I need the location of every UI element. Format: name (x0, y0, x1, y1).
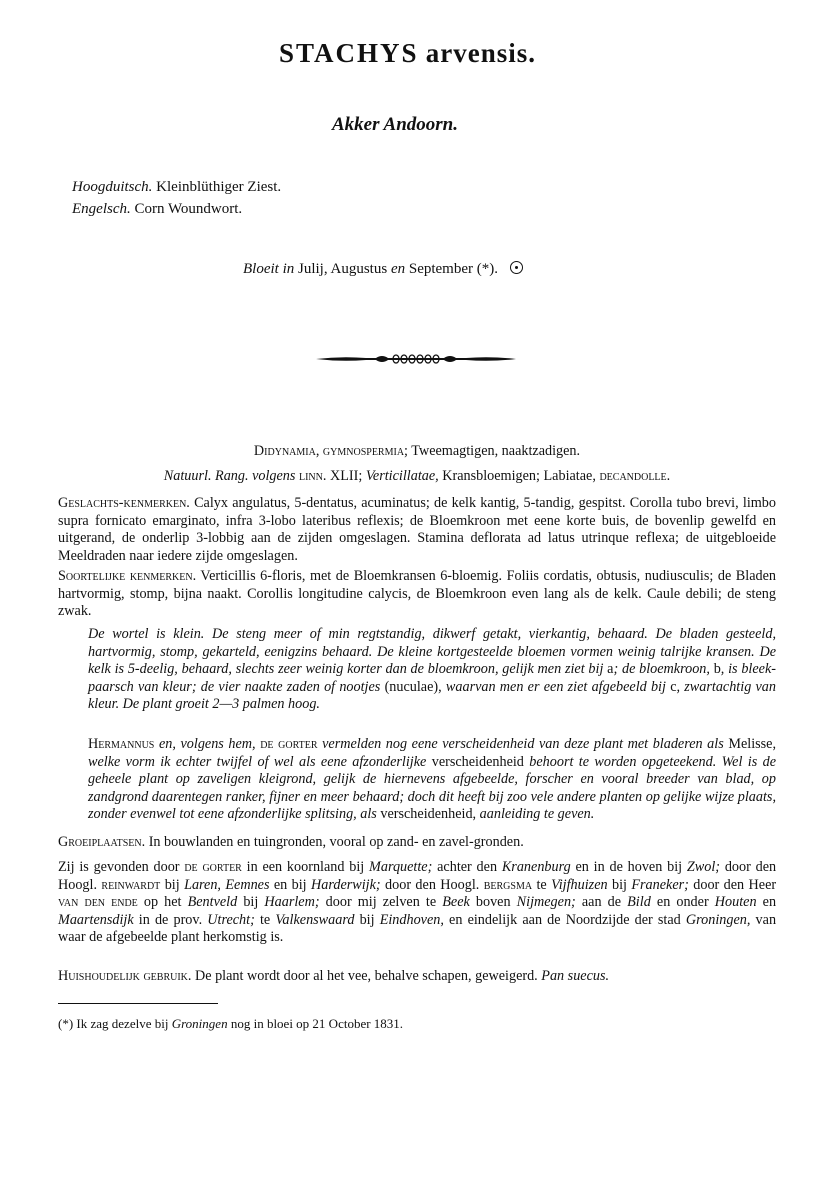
figure-ref-c: c (670, 678, 677, 695)
term: verscheidenheid (431, 753, 524, 770)
loc-text: door mij zelven te (325, 894, 437, 911)
loc-text: op het (143, 894, 182, 911)
rank-number: XLII; (329, 468, 363, 484)
place-name: Groningen, (685, 911, 751, 928)
description-paragraph (58, 626, 776, 714)
place-name: Bild (627, 894, 651, 911)
bloei-label: Bloeit in (243, 261, 295, 277)
place-name: Houten (714, 894, 757, 911)
latin-reference: Pan suecus. (541, 968, 610, 984)
author-name: de gorter (184, 859, 242, 875)
section-text: Calyx angulatus, 5-dentatus, acuminatus; de kelk kantig, 5-tandig, gespitst. Corolla tubo brevi, limbo supra fornicato emarginato, infra 3-lobo lateribus reflexis; de Bloemkroon met eene korte buis, de bovenlip gewelfd en uitgerand, de onderlip 3-lobbig aan de zijden omgeslagen. Stamina deflorata ad latus utrinque reflexa; de uitgebloeide Meeldraden naar iedere zijde omgeslagen. (58, 495, 776, 564)
para-text: aanleiding te geven. (479, 806, 595, 823)
ornamental-divider-icon (316, 350, 516, 368)
place-name: Maartensdijk (58, 911, 134, 928)
linnaean-class: Didynamia, gymnospermia (253, 443, 405, 459)
author-name: de gorter (260, 736, 318, 752)
loc-text: te (259, 911, 271, 928)
desc-text: waarvan men er een ziet afgebeeld bij (445, 678, 666, 695)
place-name: Groningen (171, 1016, 228, 1031)
months-a: Julij, Augustus (298, 261, 388, 277)
months-b: September (*). (408, 261, 498, 277)
place-name: Nijmegen; (516, 894, 576, 911)
loc-text: in een koornland bij (246, 859, 365, 875)
vernacular-name-english (72, 198, 242, 220)
term: verscheidenheid, (380, 806, 477, 823)
loc-text: en eindelijk aan de Noordzijde der stad (449, 911, 681, 928)
place-name: Marquette; (369, 859, 433, 875)
latin-term: (nuculae), (384, 678, 442, 695)
vernacular-name: Corn Woundwort. (134, 201, 243, 217)
loc-text: bij (611, 876, 627, 893)
section-text: Verticillis 6-floris, met de Bloemkransen 6-bloemig. Foliis cordatis, obtusis, nudiusculis; de Bladen hartvormig, stomp, bijna naakt. Corollis longitudine calycis, de Bloemkroon even lang als de kelk. Caule debili; de steng zwak. (58, 568, 776, 620)
place-name: Laren, Eemnes (184, 876, 270, 893)
place-name: Franeker; (631, 876, 689, 893)
para-text: welke vorm ik echter twijfel of wel als eene afzonderlijke (88, 753, 427, 770)
household-use (58, 968, 776, 986)
para-text: behoort te worden opgeteekend. Wel is de geheele plant op zaveligen kleigrond, gelijk de hiernevens afgebeelde, forscher en vooral breeder van blad, op zandgrond daarentegen ranker, fijner en meer behaard; doch dit heeft bij zoo vele andere planten op gelijke wijze plaats, zonder evenwel tot eene afzonderlijke splitsing, als (88, 753, 776, 823)
figure-ref-a: a (607, 661, 614, 678)
dutch-name: Akker Andoorn. (332, 114, 458, 135)
para-text: vermelden nog eene verscheidenheid van deze plant met bladeren als (322, 736, 724, 752)
classification-line (58, 443, 776, 461)
desc-text: , zwartachtig van kleur. De plant groeit 2—3 palmen hoog. (88, 678, 776, 713)
loc-text: en bij (273, 876, 307, 893)
plant-name: Melisse, (728, 736, 777, 752)
loc-text: in de prov. (138, 911, 203, 928)
loc-text: bij (164, 876, 180, 893)
annual-symbol-icon (510, 261, 523, 274)
section-text: De plant wordt door al het vee, behalve schapen, geweigerd. (195, 968, 538, 984)
localities-paragraph (58, 859, 776, 947)
loc-text: boven (475, 894, 511, 911)
genus-name: STACHYS (278, 38, 419, 68)
loc-text: Zij is gevonden door (58, 859, 180, 875)
place-name: Kranenburg (501, 859, 571, 875)
loc-text: door den Heer (693, 876, 777, 893)
vernacular-name: Kleinblüthiger Ziest. (156, 179, 282, 195)
place-name: Zwol; (686, 859, 721, 875)
flowering-period (243, 260, 523, 278)
place-name: Vijfhuizen (551, 876, 608, 893)
section-label: Huishoudelijk gebruik. (58, 968, 192, 984)
loc-text: achter den (437, 859, 498, 875)
desc-text: ; de bloemkroon, (613, 661, 710, 678)
vernacular-name-german (72, 176, 281, 198)
section-label: Groeiplaatsen. (58, 834, 146, 850)
loc-text: door den Hoogl. (58, 859, 777, 893)
loc-text: door den Hoogl. (385, 876, 480, 893)
loc-text: en onder (656, 894, 709, 911)
author-name: van den ende (58, 894, 138, 911)
rank-label: Natuurl. Rang. volgens (163, 468, 296, 484)
loc-text: en in de hoven bij (575, 859, 683, 875)
species-characters (58, 568, 776, 621)
place-name: Harderwijk; (311, 876, 381, 893)
desc-text: De wortel is klein. De steng meer of min regtstandig, dikwerf getakt, vierkantig, behaard. De bladen gesteeld, hartvormig, stomp, gekarteld, eenigzins behaard. De kleine kortgesteelde bloemen vormen weinig talrijke kransen. De kelk is 5-deelig, behaard, slechts zeer weinig korter dan de bloemkroon, gelijk men ziet bij (88, 626, 776, 678)
author-decandolle: decandolle. (599, 468, 671, 484)
section-label: Soortelijke kenmerken. (58, 568, 197, 584)
habitat (58, 834, 776, 852)
loc-text: bij (359, 911, 375, 928)
language-label: Hoogduitsch. (72, 179, 153, 195)
species-name: arvensis. (425, 38, 537, 68)
loc-text: en (762, 894, 777, 911)
section-text: In bouwlanden en tuingronden, vooral op zand- en zavel-gronden. (148, 834, 524, 850)
page-title (0, 38, 815, 69)
para-text: en, volgens hem, (158, 736, 256, 752)
desc-text: , is bleek-paarsch van kleur; de vier naakte zaden of nootjes (88, 661, 776, 695)
section-label: Geslachts-kenmerken. (58, 495, 190, 511)
loc-text: te (536, 876, 547, 893)
author-name: Hermannus (88, 736, 155, 752)
hermannus-paragraph (58, 736, 776, 824)
footnote-text: Ik zag dezelve bij (76, 1016, 169, 1031)
footnote-text: nog in bloei op 21 October 1831. (230, 1016, 404, 1031)
place-name: Eindhoven, (379, 911, 444, 928)
family-latin: Verticillatae, (365, 468, 439, 484)
linnaean-class-dutch: ; Tweemagtigen, naaktzadigen. (404, 443, 581, 459)
place-name: Valkenswaard (275, 911, 355, 928)
place-name: Utrecht; (207, 911, 255, 928)
place-name: Haarlem; (264, 894, 320, 911)
footnote (58, 1016, 403, 1032)
figure-ref-b: b (713, 661, 721, 678)
author-name: reinwardt (101, 876, 161, 893)
conjunction: en (390, 261, 406, 277)
loc-text: bij (243, 894, 259, 911)
loc-text: aan de (581, 894, 622, 911)
author-name: bergsma (483, 876, 533, 893)
loc-text: van waar de afgebeelde plant herkomstig is. (58, 911, 777, 946)
genus-characters (58, 495, 776, 565)
place-name: Beek (442, 894, 470, 911)
footnote-rule (58, 1003, 218, 1004)
natural-rank-line (58, 468, 776, 486)
author-linn: linn. (298, 468, 327, 484)
place-name: Bentveld (187, 894, 238, 911)
language-label: Engelsch. (72, 201, 131, 217)
family-dutch: Kransbloemigen; Labiatae, (442, 468, 596, 484)
footnote-mark: (*) (58, 1016, 74, 1031)
